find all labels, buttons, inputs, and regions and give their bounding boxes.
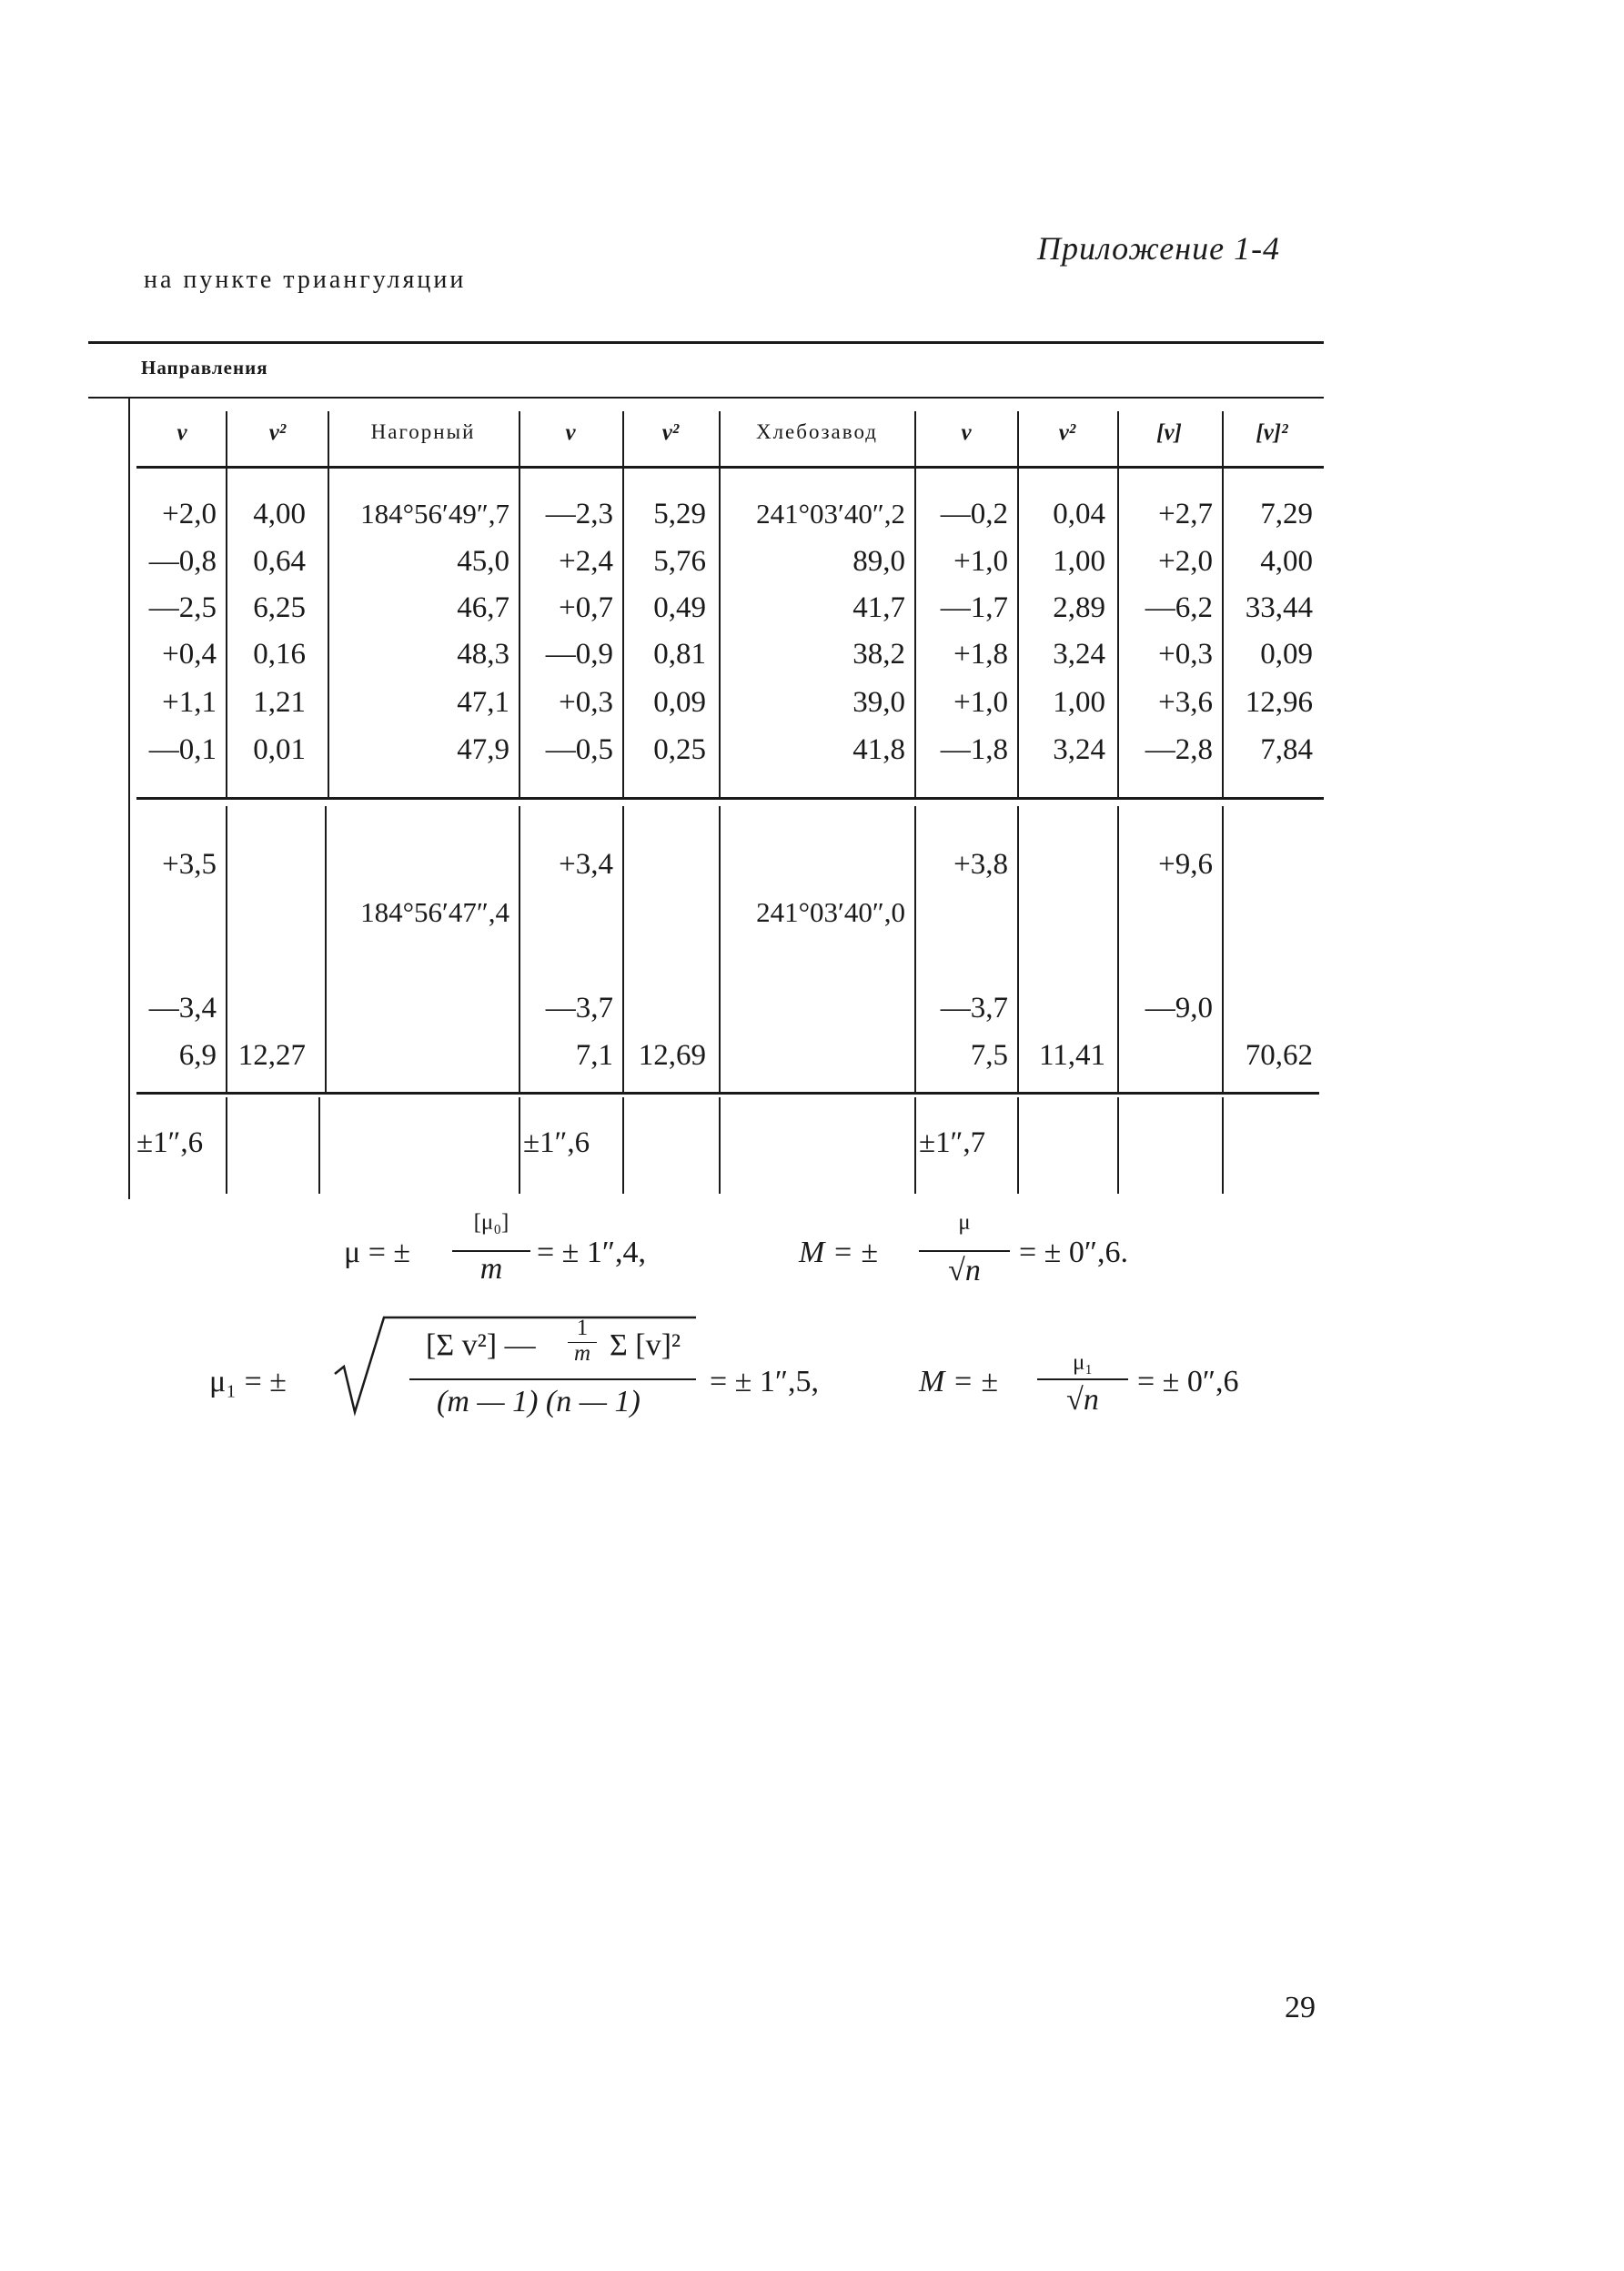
table-cell: +0,4	[162, 638, 217, 671]
table-cell: —2,8	[1145, 733, 1213, 766]
table-cell: 1,21	[253, 686, 306, 719]
header-sum-v2: [v]²	[1256, 420, 1288, 445]
column-separator	[519, 1097, 520, 1194]
sum-plus-cell: +3,5	[162, 848, 217, 881]
M-fraction-bar	[919, 1250, 1010, 1252]
table-cell: 0,01	[253, 733, 306, 766]
table-cell: —0,2	[940, 498, 1008, 530]
square-sum-cell: 70,62	[1245, 1039, 1313, 1072]
table-cell: 184°56′49″,7	[360, 498, 509, 530]
column-separator	[1117, 411, 1119, 797]
column-separator	[1222, 1097, 1224, 1194]
M-lhs: M = ±	[799, 1236, 878, 1269]
column-separator	[1017, 411, 1019, 797]
M-numerator: μ	[958, 1210, 971, 1235]
left-edge-line	[128, 399, 130, 1199]
sum-rule	[136, 1092, 1319, 1095]
table-cell: +3,6	[1158, 686, 1213, 719]
sum-minus-cell: —3,7	[545, 992, 613, 1024]
table-cell: +2,0	[162, 498, 217, 530]
column-separator	[914, 1097, 916, 1194]
table-cell: 45,0	[457, 545, 509, 578]
header-v-1: v	[177, 420, 187, 445]
top-rule	[88, 341, 1324, 344]
table-cell: +2,0	[1158, 545, 1213, 578]
table-cell: —1,8	[940, 733, 1008, 766]
table-cell: 6,25	[253, 591, 306, 624]
table-cell: 7,84	[1260, 733, 1313, 766]
sum-plus-cell: +3,4	[559, 848, 613, 881]
column-separator	[226, 411, 227, 797]
mean-direction-cell: 241°03′40″,0	[756, 896, 905, 928]
square-sum-cell: 12,27	[237, 1039, 306, 1072]
table-cell: 0,09	[1260, 638, 1313, 671]
directions-rule	[88, 397, 1324, 399]
M2-lhs: M = ±	[919, 1365, 998, 1398]
table-cell: 47,1	[457, 686, 509, 719]
sum-plus-cell: +9,6	[1158, 848, 1213, 881]
table-cell: —0,8	[148, 545, 217, 578]
mean-direction-cell: 184°56′47″,4	[360, 896, 509, 928]
table-cell: 47,9	[457, 733, 509, 766]
table-cell: —0,9	[545, 638, 613, 671]
table-cell: 1,00	[1053, 686, 1105, 719]
column-separator	[1017, 1097, 1019, 1194]
M2-fraction-bar	[1037, 1378, 1128, 1380]
table-cell: —0,1	[148, 733, 217, 766]
header-v-3: v	[961, 420, 972, 445]
square-sum-cell: 11,41	[1038, 1039, 1105, 1072]
accuracy-cell: ±1″,6	[136, 1126, 204, 1159]
header-v2-1: v²	[268, 420, 287, 445]
header-rule	[136, 466, 1324, 469]
column-separator	[1222, 411, 1224, 797]
table-cell: +1,8	[953, 638, 1008, 671]
table-cell: 0,64	[253, 545, 306, 578]
M-denominator: √n	[948, 1254, 981, 1287]
table-cell: —0,5	[545, 733, 613, 766]
table-cell: 5,29	[653, 498, 706, 530]
mu1-lhs: μ₁ = ±	[209, 1365, 287, 1398]
page-number: 29	[1285, 1991, 1316, 2024]
table-cell: 0,09	[653, 686, 706, 719]
sum-plus-cell: +3,8	[953, 848, 1008, 881]
mu-lhs: μ = ±	[344, 1236, 411, 1269]
column-separator	[1017, 806, 1019, 1092]
table-cell: +0,7	[559, 591, 613, 624]
table-cell: 89,0	[852, 545, 905, 578]
table-subtitle: на пункте триангуляции	[144, 266, 467, 294]
mu1-inner-denominator: m	[573, 1341, 591, 1366]
table-cell: 12,96	[1245, 686, 1313, 719]
column-separator	[1117, 806, 1119, 1092]
table-cell: +1,0	[953, 545, 1008, 578]
M2-denominator: √n	[1066, 1383, 1099, 1417]
column-separator	[318, 1097, 320, 1194]
table-cell: 4,00	[253, 498, 306, 530]
table-cell: 46,7	[457, 591, 509, 624]
table-cell: 0,49	[653, 591, 706, 624]
table-cell: 41,7	[852, 591, 905, 624]
table-cell: +2,7	[1158, 498, 1213, 530]
header-v2-2: v²	[661, 420, 680, 445]
mu-result: = ± 1″,4,	[537, 1236, 646, 1269]
table-cell: 33,44	[1245, 591, 1313, 624]
table-cell: +0,3	[1158, 638, 1213, 671]
column-separator	[719, 1097, 721, 1194]
table-cell: —2,5	[148, 591, 217, 624]
abs-sum-cell: 7,5	[970, 1039, 1008, 1072]
column-separator	[719, 806, 721, 1092]
column-separator	[622, 806, 624, 1092]
header-sum-v: [v]	[1156, 420, 1182, 445]
table-cell: 241°03′40″,2	[756, 498, 905, 530]
column-separator	[226, 806, 227, 1092]
table-cell: 0,25	[653, 733, 706, 766]
column-separator	[328, 411, 329, 797]
header-nagorny: Нагорный	[370, 420, 476, 443]
M2-numerator: μ₁	[1072, 1350, 1094, 1375]
accuracy-cell: ±1″,6	[523, 1126, 590, 1159]
table-cell: —2,3	[545, 498, 613, 530]
header-khlebozavod: Хлебозавод	[755, 420, 879, 443]
header-v2-3: v²	[1058, 420, 1076, 445]
abs-sum-cell: 6,9	[178, 1039, 217, 1072]
column-separator	[914, 411, 916, 797]
table-cell: 7,29	[1260, 498, 1313, 530]
appendix-label: Приложение 1-4	[1037, 230, 1281, 267]
table-cell: 2,89	[1053, 591, 1105, 624]
column-separator	[914, 806, 916, 1092]
mu1-fraction-bar	[409, 1378, 696, 1380]
table-cell: 3,24	[1053, 733, 1105, 766]
sum-minus-cell: —3,7	[940, 992, 1008, 1024]
table-cell: 0,04	[1053, 498, 1105, 530]
mu1-numerator-a: [Σ v²] —	[426, 1328, 536, 1362]
table-cell: +1,0	[953, 686, 1008, 719]
mu1-denominator: (m — 1) (n — 1)	[437, 1385, 641, 1418]
table-cell: 3,24	[1053, 638, 1105, 671]
table-cell: +0,3	[559, 686, 613, 719]
body-rule	[136, 797, 1324, 800]
table-cell: 4,00	[1260, 545, 1313, 578]
mu1-numerator-b: Σ [v]²	[610, 1328, 681, 1362]
M-result: = ± 0″,6.	[1019, 1236, 1128, 1269]
table-cell: 5,76	[653, 545, 706, 578]
table-cell: 41,8	[852, 733, 905, 766]
table-cell: —6,2	[1145, 591, 1213, 624]
column-separator	[519, 806, 520, 1092]
M2-result: = ± 0″,6	[1137, 1365, 1239, 1398]
column-separator	[1117, 1097, 1119, 1194]
column-separator	[325, 806, 327, 1092]
table-cell: 0,81	[653, 638, 706, 671]
mu1-result: = ± 1″,5,	[710, 1365, 819, 1398]
accuracy-cell: ±1″,7	[919, 1126, 986, 1159]
table-cell: 0,16	[253, 638, 306, 671]
mu-numerator: [μ₀]	[473, 1210, 509, 1235]
sum-minus-cell: —3,4	[148, 992, 217, 1024]
table-cell: 48,3	[457, 638, 509, 671]
column-separator	[719, 411, 721, 797]
abs-sum-cell: 7,1	[575, 1039, 613, 1072]
square-sum-cell: 12,69	[638, 1039, 706, 1072]
table-cell: 1,00	[1053, 545, 1105, 578]
table-cell: +1,1	[162, 686, 217, 719]
table-cell: +2,4	[559, 545, 613, 578]
mu1-inner-numerator: 1	[576, 1316, 589, 1340]
column-separator	[622, 1097, 624, 1194]
header-v-2: v	[565, 420, 576, 445]
table-cell: 39,0	[852, 686, 905, 719]
directions-label: Направления	[141, 357, 268, 378]
column-separator	[1222, 806, 1224, 1092]
column-separator	[519, 411, 520, 797]
column-separator	[622, 411, 624, 797]
table-cell: —1,7	[940, 591, 1008, 624]
mu-denominator: m	[479, 1252, 503, 1286]
table-cell: 38,2	[852, 638, 905, 671]
column-separator	[226, 1097, 227, 1194]
sum-minus-cell: —9,0	[1145, 992, 1213, 1024]
